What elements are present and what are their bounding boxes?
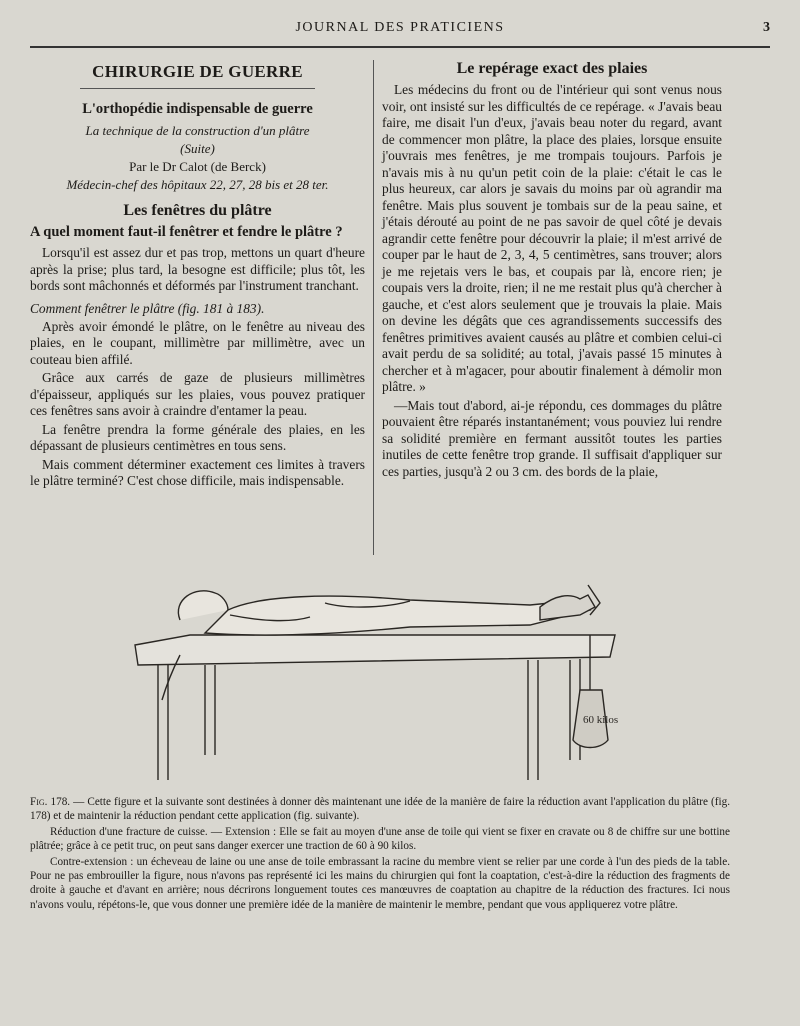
suite-label: (Suite) (180, 141, 215, 156)
page-number: 3 (763, 20, 770, 35)
left-column (30, 58, 365, 492)
article-title: L'orthopédie indispensable de guerre (82, 101, 313, 117)
column-divider (373, 60, 374, 555)
question-heading: A quel moment faut-il fenêtrer et fendre le plâtre ? (30, 224, 343, 240)
header-rule (30, 46, 770, 48)
section-title: CHIRURGIE DE GUERRE (92, 62, 303, 81)
author-line: Par le Dr Calot (de Berck) (129, 159, 266, 174)
caption-text-1: — Cette figure et la suivante sont destinées à donner dès maintenant une idée de la manière de faire la réduction avant l'application du plâtre (fig. 178) et de maintenir la réduction pendant cette application (fig. suivante). (30, 796, 730, 823)
paragraph: Lorsqu'il est assez dur et pas trop, mettons un quart d'heure après la prise; plus tard, la besogne est difficile; plus tôt, les bords sont mâchonnés et déformés par l'instrument tranchant. (30, 245, 365, 293)
caption-line-3: Contre-extension : un écheveau de laine ou une anse de toile embrassant la racine du membre vient se relier par une corde à l'un des pieds de la table. Pour ne pas embrouiller la figure, nous n'avons pas représenté ici les mains du chirurgien qui font la coaptation, c'est-à-dire la réduction des fragments de droite à gauche et d'avant en arrière; nous décrirons longuement toutes ces manœuvres de coaptation au chapitre de la réduction des fractures. Ici nous n'avons voulu, répétons-le, que vous donner une première idée de la manière de maintenir le membre, pendant que vous appliquerez votre plâtre. (30, 855, 730, 911)
figure-178-illustration (110, 565, 650, 785)
figure-caption (30, 795, 730, 913)
right-column (382, 58, 722, 482)
paragraph: Après avoir émondé le plâtre, on le fenêtre au niveau des plaies, en le coupant, millimètre par millimètre, avec un couteau bien affilé. (30, 318, 365, 367)
caption-line-1 (30, 795, 730, 824)
figure-label: Fig. 178. (30, 796, 71, 808)
paragraph: La fenêtre prendra la forme générale des plaies, en les dépassant de plusieurs centimètres en tous sens. (30, 421, 365, 453)
how-heading: Comment fenêtrer le plâtre (fig. 181 à 183). (30, 300, 265, 316)
section-title-rule (80, 88, 315, 89)
paragraph: Grâce aux carrés de gaze de plusieurs millimètres d'épaisseur, appliqués sur les plaies, vous pouvez pratiquer ces fenêtres sans avoir à craindre d'entamer la peau. (30, 370, 365, 418)
weight-label: 60 kilos (583, 714, 619, 726)
windows-subhead: Les fenêtres du plâtre (123, 202, 272, 219)
journal-title: JOURNAL DES PRATICIENS (295, 20, 505, 35)
paragraph: Mais comment déterminer exactement ces limites à travers le plâtre terminé? C'est chose difficile, mais indispensable. (30, 456, 365, 488)
paragraph: Les médecins du front ou de l'intérieur qui sont venus nous voir, ont insisté sur les difficultés de ce repérage. « J'avais beau faire, me disait l'un d'eux, j'avais beau noter du regard, avant de commencer mon plâtre, la place des plaies, lorsque ensuite j'ouvrais mes fenêtres, je me trompais toujours. Parfois je n'avais mis à nu qu'un petit coin de la plaie: c'était le cas le plus heureux, car alors je savais du moins par où agrandir ma fenêtre. Mais plus souvent je tombais sur de la peau saine, et j'étais dérouté au point de ne pas savoir de quel côté je devais agrandir cette fenêtre pour découvrir la plaie; il m'est arrivé de couper par le haut de 2, 3, 4, 5 centimètres, sans trouver; alors je me rejetais vers le bas, et coupais par là, encore rien; je coupais vers la droite, rien; il ne me restait plus qu'à chercher à gauche, et c'est alors seulement que je trouvais la plaie. Mais on devine les dégâts que ces agrandissements successifs des fenêtres primitives avaient causés au plâtre et combien celui-ci avait perdu de sa solidité; au total, j'avais passé 15 minutes à chercher et à m'agacer, pour aboutir finalement à démolir mon plâtre. » (382, 82, 722, 394)
locating-subhead: Le repérage exact des plaies (456, 60, 648, 77)
article-subtitle: La technique de la construction d'un plâtre (85, 123, 310, 138)
page-header (30, 18, 770, 40)
patient-on-table-drawing (110, 565, 650, 785)
author-role: Médecin-chef des hôpitaux 22, 27, 28 bis et 28 ter. (66, 177, 329, 192)
paragraph: —Mais tout d'abord, ai-je répondu, ces dommages du plâtre pouvaient être réparés instantanément; vous pouviez lui rendre sa solidité première en fermant aussitôt toutes les parties inutiles de cette fenêtre trop grande. Il suffisait d'appliquer sur ces parties, jusqu'à 2 ou 3 cm. des bords de la plaie, (382, 397, 722, 479)
caption-line-2: Réduction d'une fracture de cuisse. — Extension : Elle se fait au moyen d'une anse de toile qui vient se fixer en cravate ou 8 de chiffre sur une bottine plâtrée; grâce à ce petit truc, on peut sans danger exercer une traction de 60 à 90 kilos. (30, 825, 730, 853)
